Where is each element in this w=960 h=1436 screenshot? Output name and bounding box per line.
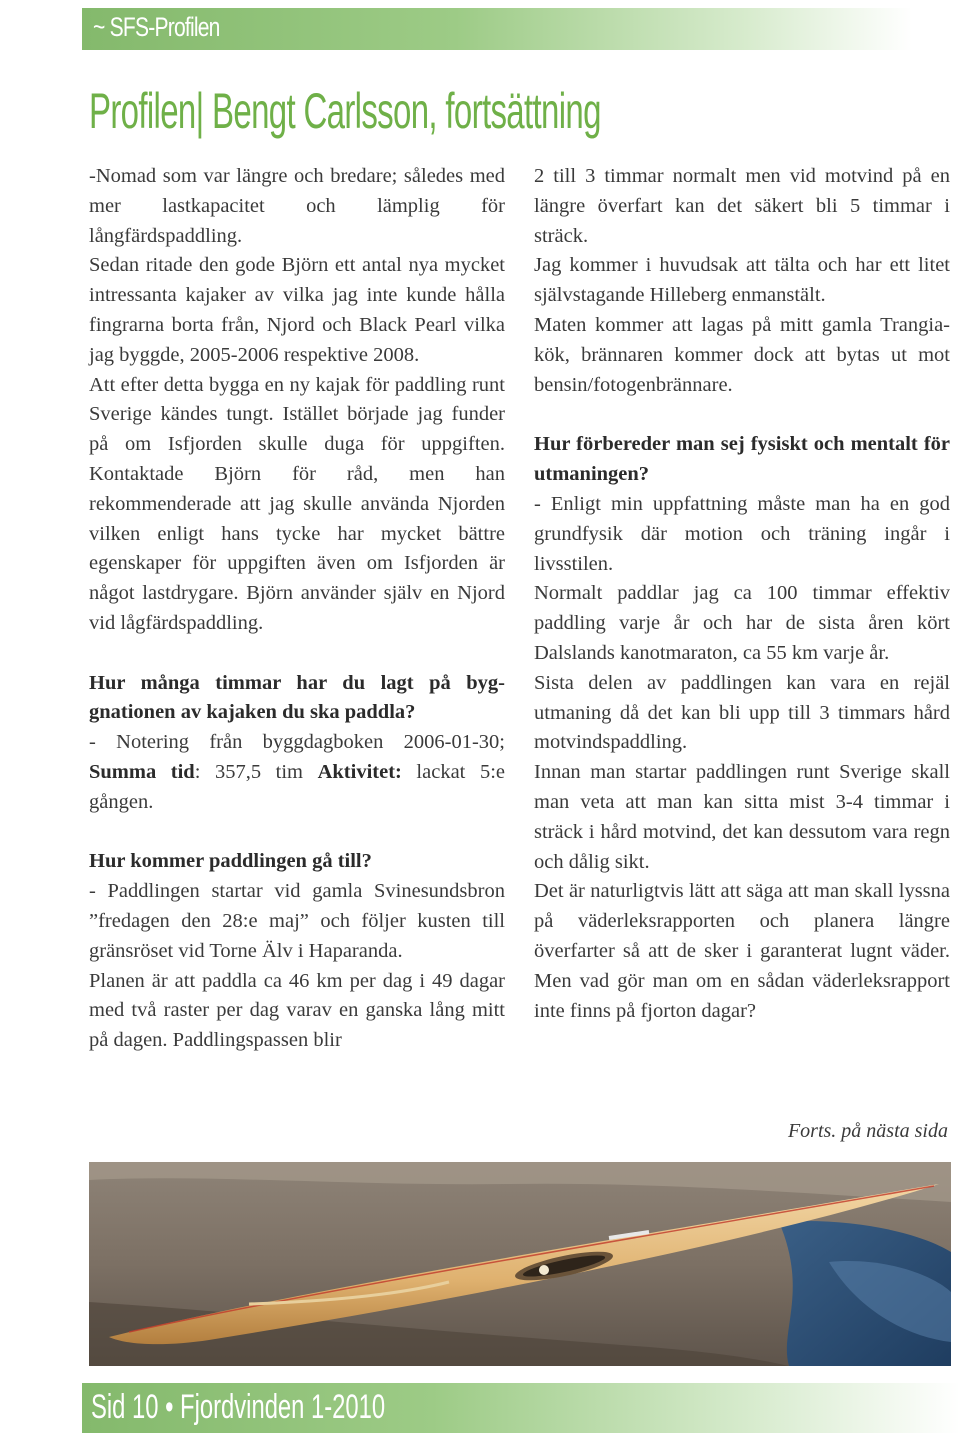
answer-paragraph: Normalt paddlar jag ca 100 timmar effektiv paddling varje år och har de sista åren kört Dalslands kanotmaraton, ca 55 km varje år. (534, 582, 950, 664)
paragraph: Att efter detta bygga en ny kajak för paddling runt Sverige kändes tungt. Istället började jag funder på om Isfjorden skulle duga för uppgiften. Kontaktade Björn för råd, men han rekommenderade att jag skulle använda Njorden vilken enligt hans tycke har mycket bättre egenskaper för uppgiften även om Isfjorden är något lastdrygare. Björn använder själv en Njord vid lågfärdspaddling. (89, 373, 505, 634)
page-footer: Sid 10 • Fjordvinden 1-2010 (91, 1388, 386, 1426)
question-heading: Hur förbereder man sej fysiskt och mentalt för utmaningen? (534, 433, 950, 486)
answer-paragraph: Planen är att paddla ca 46 km per dag i 49 dagar med två raster per dag varav en ganska lång mitt på dagen. Paddlingspassen blir (89, 969, 505, 1052)
kayak-photo-illustration (89, 1162, 951, 1366)
answer-paragraph: - Paddlingen startar vid gamla Svinesundsbron ”fredagen den 28:e maj” och följer kusten till gränsröset vid Torne Älv i Haparanda. (89, 880, 505, 962)
paragraph: -Nomad som var längre och bredare; således med mer lastkapacitet och lämplig för långfärdspaddling. (89, 165, 505, 247)
answer-text: : 357,5 tim (194, 760, 318, 783)
continued-note: Forts. på nästa sida (787, 1120, 948, 1142)
answer-label: Summa tid (89, 760, 195, 783)
paragraph: 2 till 3 timmar normalt men vid motvind på en längre överfart kan det säkert bli 5 timmar i sträck. (534, 165, 950, 247)
answer-paragraph: - Enligt min uppfattning måste man ha en god grundfysik där motion och träning ingår i livsstilen. (534, 492, 950, 575)
answer-paragraph: Innan man startar paddlingen runt Sverige skall man veta att man kan sitta mist 3-4 timmar i sträck i hård motvind, det kan dessutom vara regn och dålig sikt. (534, 761, 950, 873)
page-title: Profilen| Bengt Carlsson, fortsättning (89, 83, 601, 139)
left-column (89, 162, 505, 1056)
right-column (534, 162, 950, 1026)
section-label: ~ SFS-Profilen (93, 12, 220, 42)
kayak-photo (89, 1162, 951, 1366)
answer-paragraph (89, 728, 505, 817)
question-heading: Hur många timmar har du lagt på byggnationen av kajaken du ska paddla? (89, 671, 505, 724)
answer-paragraph: Sista delen av paddlingen kan vara en rejäl utmaning då det kan bli upp till 3 timmars hård motvindspaddling. (534, 671, 950, 754)
answer-paragraph: Det är naturligtvis lätt att säga att man skall lyssna på väderleksrapporten och planera längre överfarter så att de sker i garanterat lugnt väder. Men vad gör man om en sådan väderleksrapport inte finns på fjorton dagar? (534, 880, 950, 1022)
answer-label: Aktivitet: (317, 760, 402, 783)
paragraph: Jag kommer i huvudsak att tälta och har ett litet självstagande Hilleberg enmanstält. (534, 254, 950, 307)
question-heading: Hur kommer paddlingen gå till? (89, 850, 372, 873)
answer-text: - Notering från byggdagboken 2006-01-30; (89, 731, 505, 754)
paragraph: Sedan ritade den gode Björn ett antal nya mycket intressanta kajaker av vilka jag inte kunde hålla fingrarna borta från, Njord och Black Pearl vilka jag byggde, 2005-2006 respektive 2008. (89, 254, 505, 366)
answer-text: lackat 5:e gången. (89, 760, 505, 813)
paragraph: Maten kommer att lagas på mitt gamla Trangia-kök, brännaren kommer dock att bytas ut mot bensin/fotogenbrännare. (534, 313, 950, 396)
